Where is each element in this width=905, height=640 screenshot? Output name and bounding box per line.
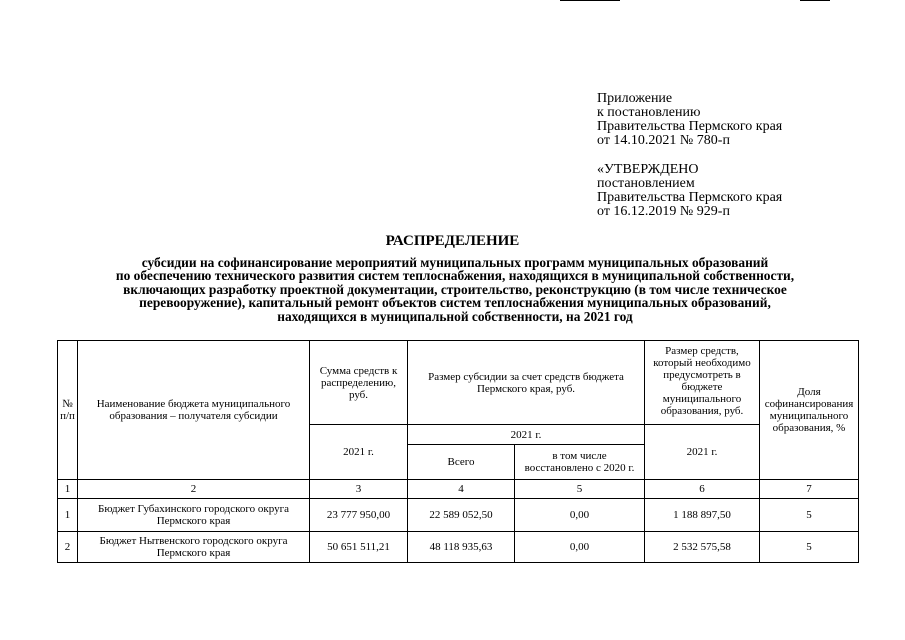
row-share: 5 <box>760 532 859 563</box>
header-restored: в том числе восстановлено с 2020 г. <box>515 445 645 480</box>
row-subsidy-total: 22 589 052,50 <box>408 499 515 532</box>
column-number: 6 <box>645 480 760 499</box>
column-number: 5 <box>515 480 645 499</box>
row-budget-name: Бюджет Нытвенского городского округа Пермского края <box>78 532 310 563</box>
subtitle-line: по обеспечению технического развития систем теплоснабжения, находящихся в муниципальной собственности, <box>115 268 795 284</box>
top-edge-line <box>800 0 830 1</box>
appendix-line: к постановлению <box>597 105 701 120</box>
approved-line: Правительства Пермского края <box>597 190 783 205</box>
header-name: Наименование бюджета муниципального образования – получателя субсидии <box>78 341 310 480</box>
subtitle-line: находящихся в муниципальной собственности, на 2021 год <box>277 308 633 324</box>
top-edge-line <box>560 0 620 1</box>
table-row <box>58 499 859 532</box>
row-subsidy-restored: 0,00 <box>515 532 645 563</box>
row-share: 5 <box>760 499 859 532</box>
header-year-subsidy: 2021 г. <box>408 425 645 445</box>
header-year-sum: 2021 г. <box>310 425 408 480</box>
approved-line: от 16.12.2019 № 929-п <box>597 204 730 219</box>
header-sum: Сумма средств к распределению, руб. <box>310 341 408 425</box>
column-number: 1 <box>58 480 78 499</box>
distribution-table <box>57 340 859 563</box>
header-total: Всего <box>408 445 515 480</box>
appendix-note <box>597 92 782 148</box>
header-subsidy: Размер субсидии за счет средств бюджета Пермского края, руб. <box>408 341 645 425</box>
appendix-line: Приложение <box>597 91 673 106</box>
row-local-funds: 2 532 575,58 <box>645 532 760 563</box>
appendix-line: Правительства Пермского края <box>597 119 783 134</box>
column-number: 3 <box>310 480 408 499</box>
document-title: РАСПРЕДЕЛЕНИЕ <box>385 233 520 249</box>
row-budget-name: Бюджет Губахинского городского округа Пермского края <box>78 499 310 532</box>
row-subsidy-restored: 0,00 <box>515 499 645 532</box>
header-share: Доля софинансирования муниципального образования, % <box>760 341 859 480</box>
subtitle-line: включающих разработку проектной документации, строительство, реконструкцию (в том числе техническое <box>123 281 787 297</box>
row-local-funds: 1 188 897,50 <box>645 499 760 532</box>
header-year-local: 2021 г. <box>645 425 760 480</box>
table-row <box>58 532 859 563</box>
row-sum: 50 651 511,21 <box>310 532 408 563</box>
row-num: 1 <box>58 499 78 532</box>
row-subsidy-total: 48 118 935,63 <box>408 532 515 563</box>
approved-note <box>597 163 782 219</box>
column-number-row <box>58 480 859 499</box>
document-subtitle <box>60 256 850 323</box>
row-num: 2 <box>58 532 78 563</box>
approved-line: «УТВЕРЖДЕНО <box>597 162 699 177</box>
header-num: № п/п <box>58 341 78 480</box>
appendix-line: от 14.10.2021 № 780-п <box>597 133 730 148</box>
approved-line: постановлением <box>597 176 695 191</box>
subtitle-line: субсидии на софинансирование мероприятий муниципальных программ муниципальных образований <box>141 255 769 270</box>
column-number: 7 <box>760 480 859 499</box>
subtitle-line: перевооружение), капитальный ремонт объектов систем теплоснабжения муниципальных образований, <box>139 295 771 311</box>
row-sum: 23 777 950,00 <box>310 499 408 532</box>
column-number: 2 <box>78 480 310 499</box>
header-local: Размер средств, который необходимо предусмотреть в бюджете муниципального образования, руб. <box>645 341 760 425</box>
column-number: 4 <box>408 480 515 499</box>
